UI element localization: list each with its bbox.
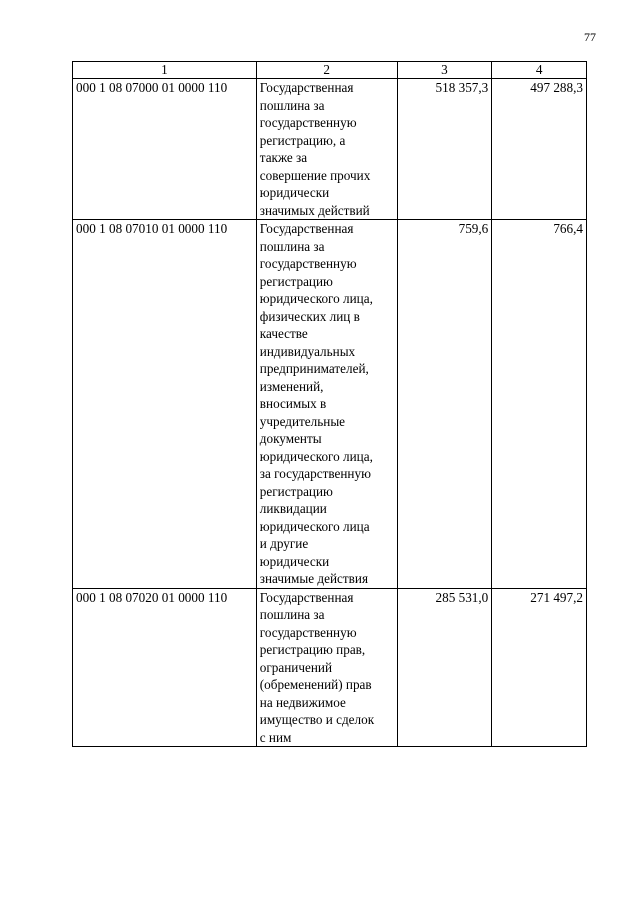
budget-table [72, 61, 587, 747]
row-value-col4: 766,4 [492, 220, 587, 589]
header-col-1: 1 [73, 62, 257, 79]
row-name: Государственная пошлина за государственную регистрацию прав, ограничений (обременений) прав на недвижимое имущество и сделок с ним [256, 588, 397, 747]
table-row [73, 220, 587, 589]
row-value-col4: 271 497,2 [492, 588, 587, 747]
table-header-row [73, 62, 587, 79]
page-number: 77 [584, 30, 596, 44]
row-value-col3: 285 531,0 [397, 588, 492, 747]
header-col-2: 2 [256, 62, 397, 79]
row-name: Государственная пошлина за государственную регистрацию юридического лица, физических лиц в качестве индивидуальных предпринимателей, изменений, вносимых в учредительные документы юридического лица, за государственную регистрацию ликвидации юридического лица и другие юридически значимые действия [256, 220, 397, 589]
table-row [73, 588, 587, 747]
row-value-col3: 518 357,3 [397, 79, 492, 220]
header-col-4: 4 [492, 62, 587, 79]
row-value-col3: 759,6 [397, 220, 492, 589]
table-row [73, 79, 587, 220]
row-code: 000 1 08 07000 01 0000 110 [73, 79, 257, 220]
row-code: 000 1 08 07010 01 0000 110 [73, 220, 257, 589]
row-code: 000 1 08 07020 01 0000 110 [73, 588, 257, 747]
row-value-col4: 497 288,3 [492, 79, 587, 220]
header-col-3: 3 [397, 62, 492, 79]
row-name: Государственная пошлина за государственную регистрацию, а также за совершение прочих юридически значимых действий [256, 79, 397, 220]
